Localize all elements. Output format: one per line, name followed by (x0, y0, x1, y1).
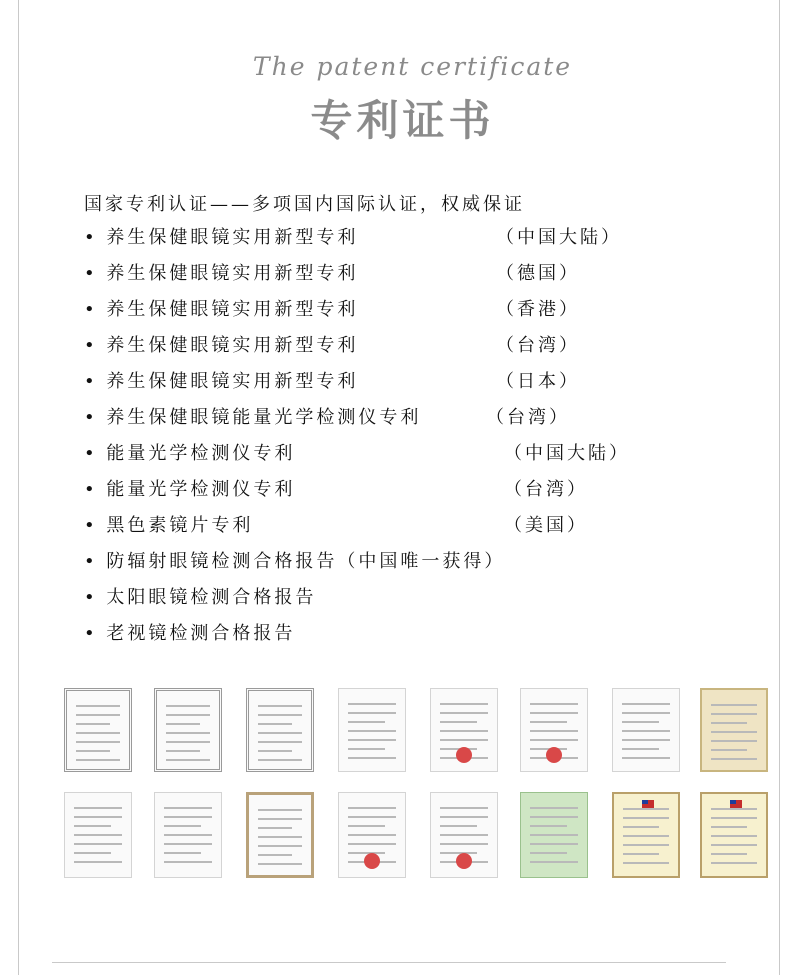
patent-name: • 太阳眼镜检测合格报告 (84, 587, 317, 608)
patent-name: • 老视镜检测合格报告 (84, 623, 296, 644)
patent-name: • 养生保健眼镜实用新型专利 (84, 263, 359, 284)
patent-name: • 能量光学检测仪专利 (84, 479, 296, 500)
intro-text: 国家专利认证——多项国内国际认证，权威保证 (84, 194, 525, 215)
patent-region: （美国） (504, 515, 588, 536)
patent-name: • 养生保健眼镜实用新型专利 (84, 371, 359, 392)
patent-region: （台湾） (504, 479, 588, 500)
patent-region: （中国大陆） (504, 443, 630, 464)
patent-region: （台湾） (496, 335, 580, 356)
patent-name: • 能量光学检测仪专利 (84, 443, 296, 464)
patent-name: • 养生保健眼镜实用新型专利 (84, 335, 359, 356)
patent-region: （香港） (496, 299, 580, 320)
patent-name: • 防辐射眼镜检测合格报告（中国唯一获得） (84, 551, 506, 572)
patent-name: • 黑色素镜片专利 (84, 515, 254, 536)
patent-region: （台湾） (486, 407, 570, 428)
patent-region: （中国大陆） (496, 227, 622, 248)
patent-region: （德国） (496, 263, 580, 284)
bottom-divider (52, 962, 726, 963)
patent-name: • 养生保健眼镜能量光学检测仪专利 (84, 407, 422, 428)
english-title: The patent certificate (252, 52, 573, 81)
patent-name: • 养生保健眼镜实用新型专利 (84, 299, 359, 320)
chinese-title: 专利证书 (310, 96, 495, 145)
patent-name: • 养生保健眼镜实用新型专利 (84, 227, 359, 248)
patent-region: （日本） (496, 371, 580, 392)
